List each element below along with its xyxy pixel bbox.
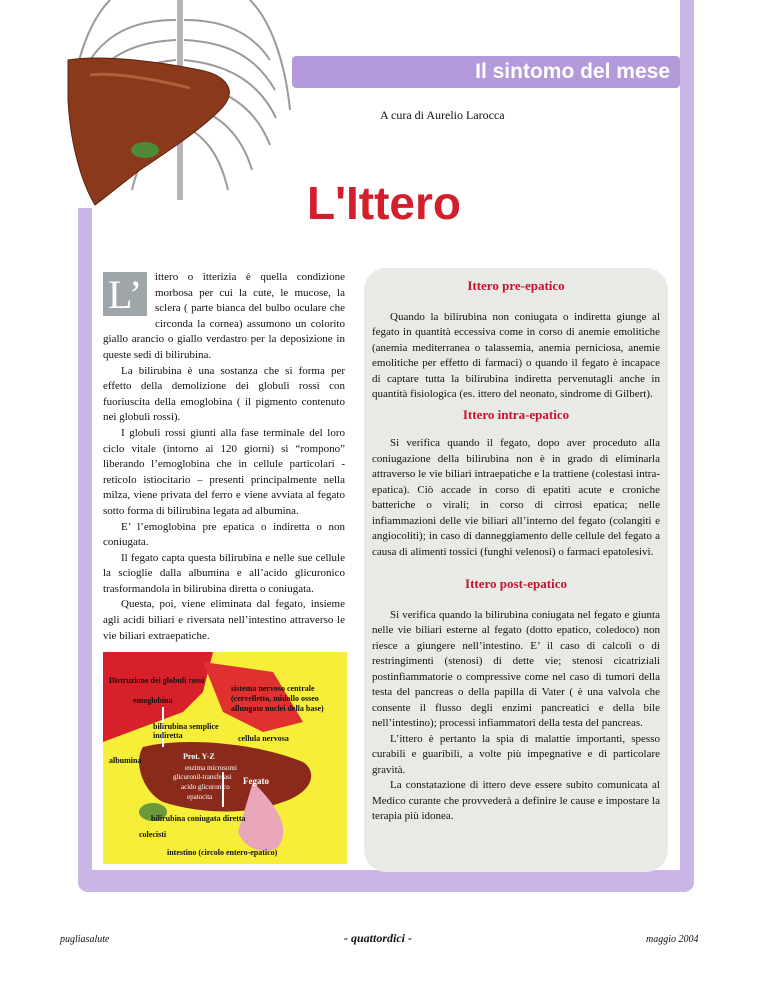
section-banner (292, 56, 680, 88)
types-box-content (372, 268, 660, 825)
diagram-label: acido glicuronico (181, 783, 230, 791)
diagram-label: glicuronil-transferasi (173, 773, 232, 781)
diagram-label: albumina (109, 756, 142, 765)
paragraph: I globuli rossi giunti alla fase terminale del loro ciclo vitale (intorno ai 120 giorni) si “rompono” liberando l’emoglobina che in cellule particolari - reticolo istiocitario – presenti principalmente nella milza, viene privata del ferro e viene avviata al fegato sotto forma di bilirubina legata ad albumina. (103, 426, 345, 517)
page-frame-left (78, 208, 92, 892)
diagram-label: Prot. Y-Z (183, 752, 215, 761)
types-box (364, 268, 668, 872)
footer-date: maggio 2004 (646, 934, 699, 945)
diagram-label: enzima microsomi (185, 764, 237, 772)
diagram-label: epatocita (187, 793, 213, 801)
diagram-label: Distruzione dei globuli rossi (109, 676, 205, 685)
paragraph: Si verifica quando il fegato, dopo aver proceduto alla coniugazione della bilirubina non è in grado di eliminarla attraverso le vie biliari intraepatiche e la trattiene (colestasi intra-epatica). Ciò accade in corso di epatiti acute e croniche batteriche o virali; in corso di cirrosi epatica; nelle infiammazioni delle vie biliari all’interno del fegato (colangiti e angiocoliti); in caso di danneggiamento delle cellule del fegato a causa di alimenti tossici (funghi velenosi) o farmaci epatolesivi. (372, 437, 660, 558)
footer-page-number: - quattordici - (344, 931, 412, 945)
page-frame-right (680, 0, 694, 890)
paragraph: La bilirubina è una sostanza che si forma per effetto della demolizione dei globuli rossi con fuoriuscita della emoglobina ( il pigmento contenuto nei globuli rossi). (103, 364, 345, 424)
diagram-label: bilirubina semplice (153, 722, 219, 731)
section-heading: Ittero post-epatico (465, 576, 567, 591)
diagram-label: intestino (circolo entero-epatico) (167, 848, 278, 857)
footer-publication: pugliasalute (60, 934, 110, 945)
diagram-label: emoglobina (133, 696, 173, 705)
diagram-label: cellula nervosa (238, 734, 289, 743)
section-heading: Ittero pre-epatico (467, 278, 565, 293)
paragraph: L’ittero è pertanto la spia di malattie importanti, spesso curabili e guaribili, a volte più impegnative e di particolare gravità. (372, 732, 660, 776)
byline: A cura di Aurelio Larocca (380, 108, 505, 122)
page-frame-bottom (78, 870, 694, 892)
diagram-label: bilirubina coniugata diretta (151, 814, 246, 823)
paragraph: Quando la bilirubina non coniugata o indiretta giunge al fegato in quantità eccessiva come in corso di anemie emolitiche (anemia mediterranea o talassemia, anemia perniciosa, anemie emolitiche per effetto di farmaci) o quando il fegato è incapace di captare tutta la bilirubina indiretta pervenutagli anche in quantità fisiologica (es. ittero del neonato, sindrome di Gilbert). (372, 310, 660, 400)
paragraph-text: ittero o itterizia è quella condizione morbosa per cui la cute, le mucose, la sclera ( parte bianca del bulbo oculare che circonda la cornea) assumono un colorito giallo arancio o giallo verdastro per la deposizione in queste sedi di bilirubina. (103, 271, 345, 361)
section-heading: Ittero intra-epatico (462, 406, 570, 422)
diagram-label: Fegato (243, 776, 269, 786)
diagram-label: (cervelletto, midollo osseo (231, 694, 319, 703)
diagram-label: sistema nervoso centrale (231, 684, 315, 693)
paragraph: E’ l’emoglobina pre epatica o indiretta o non coniugata. (103, 520, 345, 549)
diagram-label: indiretta (153, 731, 183, 740)
diagram-label: colecisti (139, 830, 167, 839)
left-column (103, 270, 345, 644)
article-title: L'Ittero (306, 177, 462, 229)
paragraph: Si verifica quando la bilirubina coniugata nel fegato e giunta nelle vie biliari esterne al fegato (dotto epatico, coledoco) non riesce a giungere nell’intestino. E’ il caso di calcoli o di restringimenti (stenosi) di dette vie; stenosi cicatriziali postinfiammatorie o compressive come nel caso di tumori della testa del pancreas o della papilla di Vater ( è una valvola che consente il flusso degli enzimi pancreatici e della bile nell’intestino); processi infiammatori della testa del pancreas. (372, 608, 660, 729)
intro-paragraph (103, 270, 345, 364)
dropcap: L’ (103, 272, 147, 316)
bilirubin-diagram (103, 652, 347, 864)
paragraph: Il fegato capta questa bilirubina e nelle sue cellule la scioglie dalla albumina e all’acido glicuronico trasformandola in bilirubina diretta o coniugata. (103, 551, 345, 595)
paragraph: La constatazione di ittero deve essere subito comunicata al Medico curante che provvederà a definire le cause e impostare la terapia più idonea. (372, 779, 660, 822)
paragraph: Questa, poi, viene eliminata dal fegato, insieme agli acidi biliari e riversata nell’intestino attraverso le vie biliari extraepatiche. (103, 598, 345, 642)
section-label: Il sintomo del mese (475, 60, 670, 83)
diagram-label: allungato nuclei della base) (231, 704, 324, 713)
